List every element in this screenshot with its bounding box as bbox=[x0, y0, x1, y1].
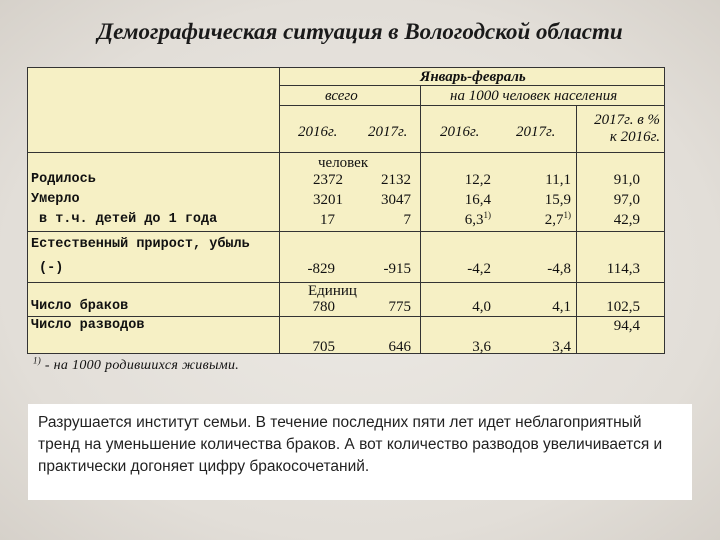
cell-marriages-rate-2017: 4,1 bbox=[552, 299, 571, 315]
cell-growth-rate-2016: -4,2 bbox=[467, 261, 491, 277]
cell-divorces-2016: 705 bbox=[312, 339, 335, 355]
footnote-text: - на 1000 родившихся живыми. bbox=[41, 358, 240, 373]
cell-died-2016: 3201 bbox=[313, 192, 343, 208]
header-col-2016-rate: 2016г. bbox=[440, 124, 480, 140]
cell-growth-pct: 114,3 bbox=[606, 261, 640, 277]
unit-people: человек bbox=[318, 155, 369, 171]
cell-divorces-rate-2016: 3,6 bbox=[472, 339, 491, 355]
cell-died-2017: 3047 bbox=[381, 192, 411, 208]
header-per-1000: на 1000 человек населения bbox=[450, 88, 618, 104]
footnote-marker: 1) bbox=[33, 355, 42, 366]
header-col-2016: 2016г. bbox=[298, 124, 338, 140]
cell-growth-rate-2017: -4,8 bbox=[547, 261, 571, 277]
comment-text: Разрушается институт семьи. В течение последних пяти лет идет неблагоприятный тренд на уменьшение количества браков. А вот количество разводов увеличивается и практически догоняет цифру бракосочетаний. bbox=[38, 414, 663, 475]
header-col-pct-line2: к 2016г. bbox=[609, 129, 660, 145]
cell-divorces-2017: 646 bbox=[388, 339, 411, 355]
header-col-pct-line1: 2017г. в % bbox=[594, 112, 660, 128]
row-label-natural-growth: Естественный прирост, убыль bbox=[31, 237, 250, 252]
cell-divorces-pct: 94,4 bbox=[613, 318, 640, 334]
cell-marriages-rate-2016: 4,0 bbox=[472, 299, 491, 315]
row-label-born: Родилось bbox=[31, 172, 96, 187]
page-title: Демографическая ситуация в Вологодской области bbox=[97, 19, 623, 44]
cell-born-pct: 91,0 bbox=[613, 172, 640, 188]
cell-died-rate-2016: 16,4 bbox=[464, 192, 491, 208]
table-border-left bbox=[27, 67, 28, 354]
cell-born-rate-2016: 12,2 bbox=[464, 172, 491, 188]
cell-infants-rate-2016: 6,3$^{1)}$ bbox=[464, 210, 491, 228]
cell-born-rate-2017: 11,1 bbox=[545, 172, 571, 188]
cell-growth-2016: -829 bbox=[307, 261, 335, 277]
cell-born-2017: 2132 bbox=[381, 172, 411, 188]
header-divider-1 bbox=[279, 85, 665, 86]
header-period: Январь-февраль bbox=[420, 69, 526, 85]
cell-marriages-2017: 775 bbox=[388, 299, 411, 315]
cell-infants-2016: 17 bbox=[320, 212, 335, 228]
demographics-table bbox=[27, 67, 665, 354]
cell-marriages-2016: 780 bbox=[312, 299, 335, 315]
table-border-right bbox=[664, 67, 665, 354]
header-divider-2 bbox=[279, 105, 665, 106]
header-col-2017-rate: 2017г. bbox=[516, 124, 556, 140]
footnote bbox=[33, 355, 240, 374]
row-divider-3 bbox=[27, 316, 665, 317]
cell-infants-2017: 7 bbox=[403, 212, 411, 228]
cell-died-rate-2017: 15,9 bbox=[544, 192, 571, 208]
header-total: всего bbox=[325, 88, 358, 104]
cell-born-2016: 2372 bbox=[313, 172, 343, 188]
cell-divorces-rate-2017: 3,4 bbox=[552, 339, 571, 355]
table-border-top bbox=[27, 67, 665, 68]
row-label-natural-growth-2: (-) bbox=[39, 261, 64, 276]
row-divider-1 bbox=[27, 231, 665, 232]
row-label-died: Умерло bbox=[31, 192, 80, 207]
cell-marriages-pct: 102,5 bbox=[606, 299, 640, 315]
header-divider-3 bbox=[27, 152, 665, 153]
row-label-divorces: Число разводов bbox=[31, 318, 145, 333]
cell-infants-pct: 42,9 bbox=[613, 212, 640, 228]
unit-units: Единиц bbox=[308, 283, 357, 299]
row-label-marriages: Число браков bbox=[31, 299, 129, 314]
cell-infants-rate-2017: 2,7$^{1)}$ bbox=[544, 210, 571, 228]
cell-died-pct: 97,0 bbox=[613, 192, 640, 208]
header-col-2017: 2017г. bbox=[368, 124, 408, 140]
cell-growth-2017: -915 bbox=[383, 261, 411, 277]
row-label-infants: в т.ч. детей до 1 года bbox=[39, 212, 218, 227]
comment-box bbox=[28, 404, 692, 500]
